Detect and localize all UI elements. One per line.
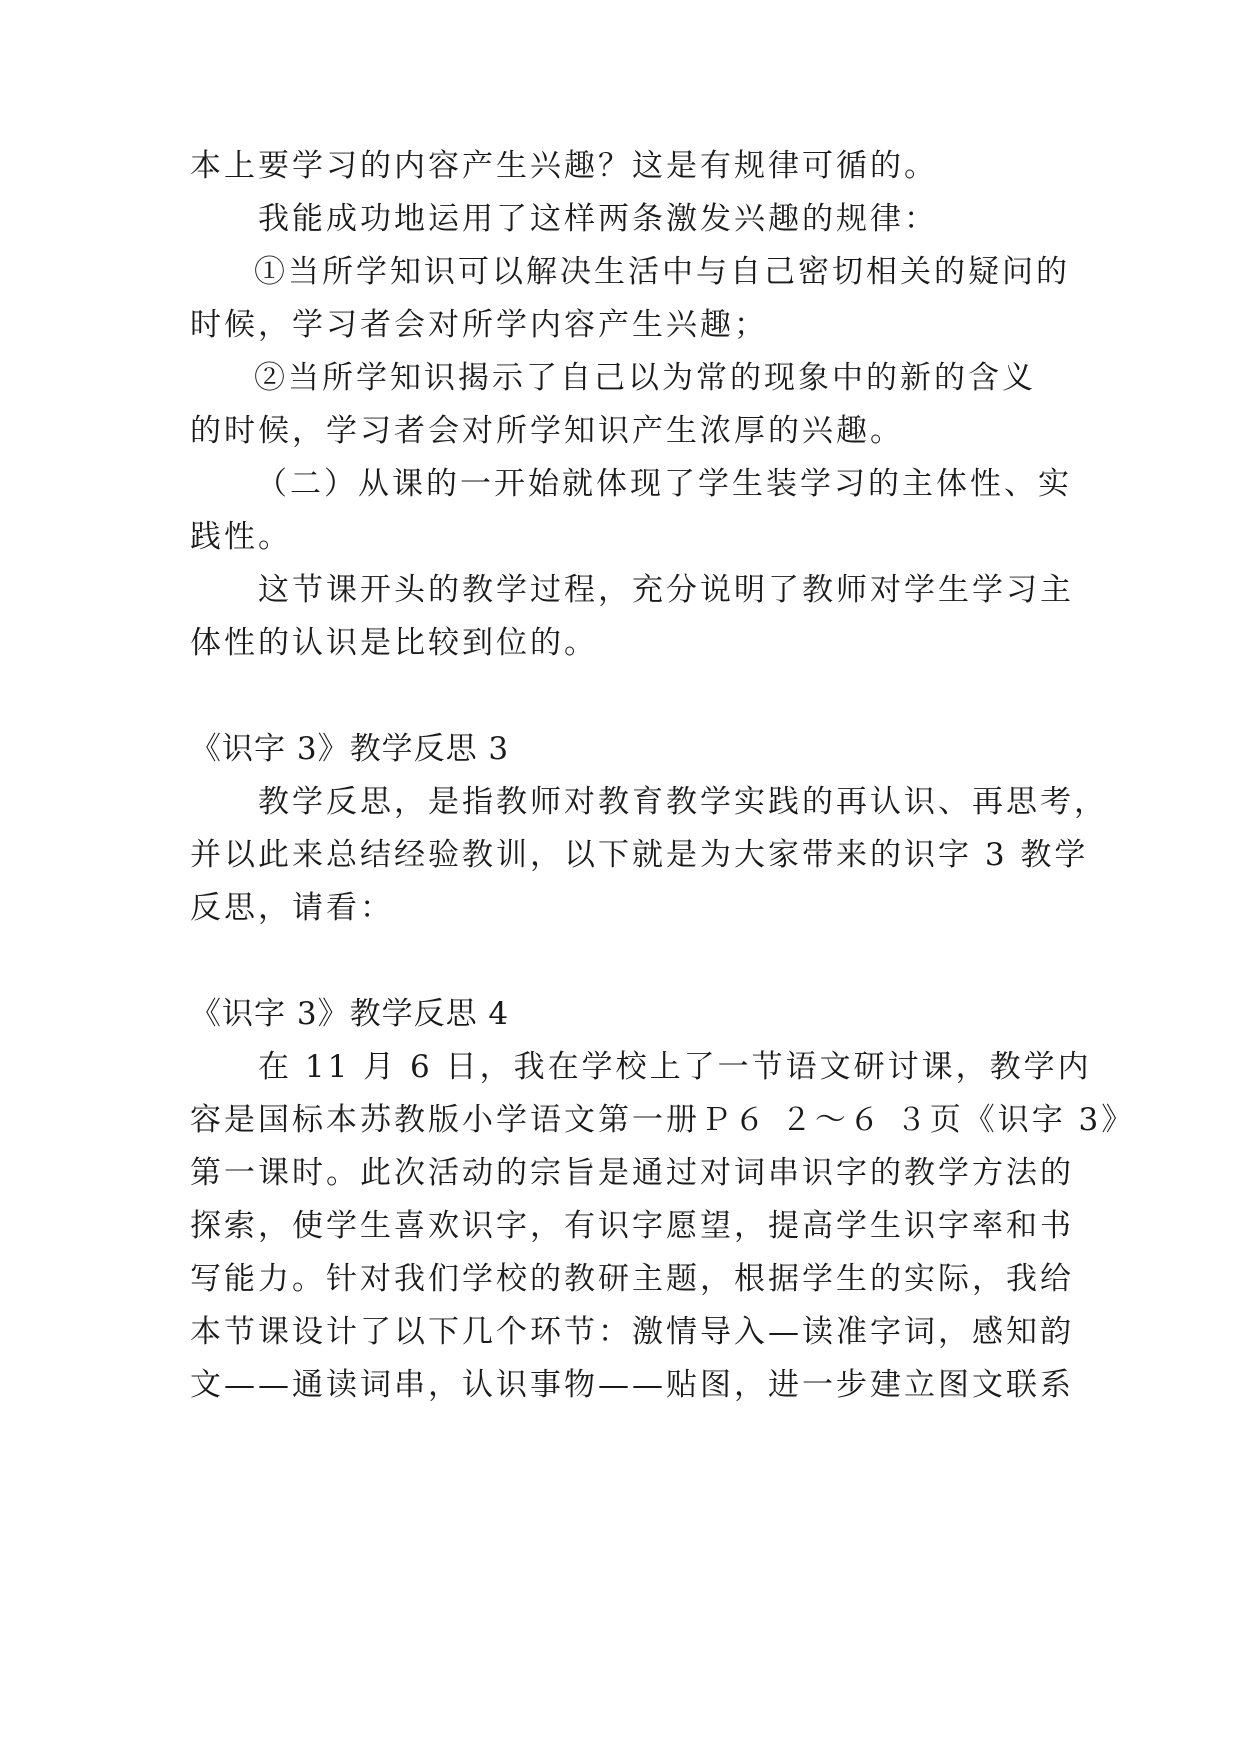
paragraph-line: 容是国标本苏教版小学语文第一册Ｐ６ ２～６ ３页《识字 3》 (190, 1102, 1136, 1138)
paragraph-line: 的时候，学习者会对所学知识产生浓厚的兴趣。 (190, 413, 904, 449)
paragraph-line: 在 11 月 6 日，我在学校上了一节语文研讨课，教学内 (258, 1049, 1092, 1085)
paragraph-line: 时候，学习者会对所学内容产生兴趣； (190, 307, 768, 343)
paragraph-line: 探索，使学生喜欢识字，有识字愿望，提高学生识字率和书 (190, 1208, 1074, 1244)
paragraph-line: 反思，请看： (190, 890, 394, 926)
paragraph-line: 践性。 (190, 519, 292, 555)
paragraph-line: 我能成功地运用了这样两条激发兴趣的规律： (258, 201, 938, 237)
paragraph-line: 体性的认识是比较到位的。 (190, 625, 598, 661)
paragraph-line: 本上要学习的内容产生兴趣？这是有规律可循的。 (190, 148, 938, 184)
paragraph-line: 这节课开头的教学过程，充分说明了教师对学生学习主 (258, 572, 1074, 608)
section-heading: 《识字 3》教学反思 4 (190, 996, 510, 1032)
paragraph-line: 文——通读词串，认识事物——贴图，进一步建立图文联系 (190, 1367, 1074, 1403)
list-item-1: ①当所学知识可以解决生活中与自己密切相关的疑问的 (254, 254, 1070, 290)
list-item-2: ②当所学知识揭示了自己以为常的现象中的新的含义 (254, 360, 1036, 396)
section-heading: 《识字 3》教学反思 3 (190, 731, 510, 767)
paragraph-line: 第一课时。此次活动的宗旨是通过对词串识字的教学方法的 (190, 1155, 1074, 1191)
paragraph-line: 本节课设计了以下几个环节：激情导入—读准字词，感知韵 (190, 1314, 1074, 1350)
paragraph-line: 教学反思，是指教师对教育教学实践的再认识、再思考， (258, 784, 1108, 820)
paragraph-line: 写能力。针对我们学校的教研主题，根据学生的实际，我给 (190, 1261, 1074, 1297)
section-point: （二）从课的一开始就体现了学生装学习的主体性、实 (256, 466, 1072, 502)
paragraph-line: 并以此来总结经验教训，以下就是为大家带来的识字 3 教学 (190, 837, 1089, 873)
